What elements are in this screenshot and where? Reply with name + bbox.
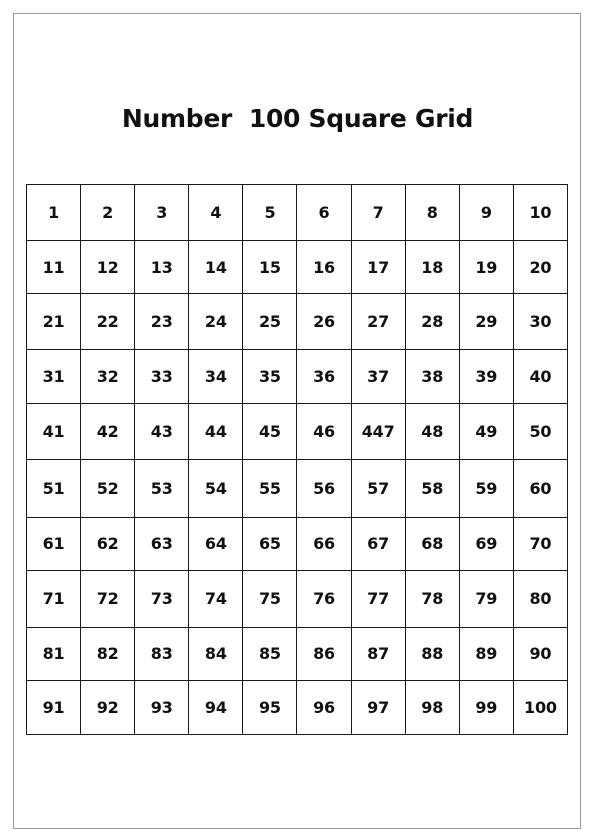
grid-cell: 98 bbox=[405, 680, 459, 734]
grid-cell: 44 bbox=[189, 404, 243, 460]
grid-cell: 17 bbox=[351, 241, 405, 294]
grid-row bbox=[27, 570, 568, 627]
grid-cell: 56 bbox=[297, 460, 351, 517]
grid-cell: 46 bbox=[297, 404, 351, 460]
grid-cell: 24 bbox=[189, 294, 243, 350]
grid-cell: 30 bbox=[513, 294, 567, 350]
grid-cell: 41 bbox=[27, 404, 81, 460]
grid-row bbox=[27, 627, 568, 680]
grid-cell: 4 bbox=[189, 185, 243, 241]
grid-cell: 83 bbox=[135, 627, 189, 680]
grid-cell: 100 bbox=[513, 680, 567, 734]
grid-cell: 7 bbox=[351, 185, 405, 241]
grid-cell: 55 bbox=[243, 460, 297, 517]
grid-cell: 20 bbox=[513, 241, 567, 294]
grid-cell: 33 bbox=[135, 350, 189, 404]
grid-row bbox=[27, 404, 568, 460]
grid-cell: 447 bbox=[351, 404, 405, 460]
grid-cell: 13 bbox=[135, 241, 189, 294]
grid-cell: 82 bbox=[81, 627, 135, 680]
grid-row bbox=[27, 680, 568, 734]
grid-cell: 84 bbox=[189, 627, 243, 680]
grid-cell: 49 bbox=[459, 404, 513, 460]
grid-cell: 92 bbox=[81, 680, 135, 734]
grid-cell: 15 bbox=[243, 241, 297, 294]
grid-cell: 43 bbox=[135, 404, 189, 460]
grid-cell: 78 bbox=[405, 570, 459, 627]
number-grid-body bbox=[27, 185, 568, 735]
grid-cell: 90 bbox=[513, 627, 567, 680]
grid-cell: 2 bbox=[81, 185, 135, 241]
number-grid bbox=[26, 184, 568, 735]
grid-cell: 1 bbox=[27, 185, 81, 241]
grid-cell: 96 bbox=[297, 680, 351, 734]
grid-cell: 91 bbox=[27, 680, 81, 734]
grid-cell: 72 bbox=[81, 570, 135, 627]
grid-cell: 3 bbox=[135, 185, 189, 241]
grid-cell: 26 bbox=[297, 294, 351, 350]
grid-row bbox=[27, 294, 568, 350]
grid-cell: 48 bbox=[405, 404, 459, 460]
grid-cell: 34 bbox=[189, 350, 243, 404]
grid-cell: 8 bbox=[405, 185, 459, 241]
grid-cell: 93 bbox=[135, 680, 189, 734]
grid-cell: 73 bbox=[135, 570, 189, 627]
grid-cell: 52 bbox=[81, 460, 135, 517]
grid-cell: 53 bbox=[135, 460, 189, 517]
grid-cell: 16 bbox=[297, 241, 351, 294]
grid-cell: 87 bbox=[351, 627, 405, 680]
grid-row bbox=[27, 517, 568, 570]
grid-cell: 29 bbox=[459, 294, 513, 350]
grid-cell: 62 bbox=[81, 517, 135, 570]
grid-cell: 31 bbox=[27, 350, 81, 404]
grid-cell: 38 bbox=[405, 350, 459, 404]
grid-cell: 25 bbox=[243, 294, 297, 350]
grid-cell: 65 bbox=[243, 517, 297, 570]
grid-cell: 6 bbox=[297, 185, 351, 241]
grid-cell: 12 bbox=[81, 241, 135, 294]
grid-cell: 36 bbox=[297, 350, 351, 404]
grid-cell: 37 bbox=[351, 350, 405, 404]
grid-cell: 99 bbox=[459, 680, 513, 734]
grid-cell: 67 bbox=[351, 517, 405, 570]
grid-cell: 5 bbox=[243, 185, 297, 241]
grid-cell: 42 bbox=[81, 404, 135, 460]
grid-cell: 68 bbox=[405, 517, 459, 570]
grid-cell: 66 bbox=[297, 517, 351, 570]
grid-cell: 18 bbox=[405, 241, 459, 294]
grid-cell: 94 bbox=[189, 680, 243, 734]
grid-cell: 77 bbox=[351, 570, 405, 627]
grid-cell: 95 bbox=[243, 680, 297, 734]
grid-cell: 54 bbox=[189, 460, 243, 517]
grid-row bbox=[27, 350, 568, 404]
grid-cell: 75 bbox=[243, 570, 297, 627]
grid-cell: 86 bbox=[297, 627, 351, 680]
grid-cell: 28 bbox=[405, 294, 459, 350]
grid-cell: 60 bbox=[513, 460, 567, 517]
grid-cell: 74 bbox=[189, 570, 243, 627]
grid-cell: 19 bbox=[459, 241, 513, 294]
grid-row bbox=[27, 185, 568, 241]
grid-cell: 88 bbox=[405, 627, 459, 680]
grid-cell: 9 bbox=[459, 185, 513, 241]
grid-cell: 80 bbox=[513, 570, 567, 627]
grid-cell: 71 bbox=[27, 570, 81, 627]
grid-cell: 69 bbox=[459, 517, 513, 570]
grid-cell: 22 bbox=[81, 294, 135, 350]
grid-cell: 61 bbox=[27, 517, 81, 570]
page-title: Number 100 Square Grid bbox=[121, 104, 474, 133]
grid-cell: 59 bbox=[459, 460, 513, 517]
grid-cell: 85 bbox=[243, 627, 297, 680]
grid-cell: 27 bbox=[351, 294, 405, 350]
grid-cell: 76 bbox=[297, 570, 351, 627]
grid-cell: 21 bbox=[27, 294, 81, 350]
grid-row bbox=[27, 460, 568, 517]
grid-cell: 79 bbox=[459, 570, 513, 627]
grid-cell: 14 bbox=[189, 241, 243, 294]
grid-row bbox=[27, 241, 568, 294]
grid-cell: 63 bbox=[135, 517, 189, 570]
grid-cell: 89 bbox=[459, 627, 513, 680]
grid-cell: 51 bbox=[27, 460, 81, 517]
grid-cell: 45 bbox=[243, 404, 297, 460]
grid-cell: 35 bbox=[243, 350, 297, 404]
grid-cell: 39 bbox=[459, 350, 513, 404]
grid-cell: 58 bbox=[405, 460, 459, 517]
grid-cell: 50 bbox=[513, 404, 567, 460]
grid-cell: 70 bbox=[513, 517, 567, 570]
grid-cell: 57 bbox=[351, 460, 405, 517]
grid-cell: 23 bbox=[135, 294, 189, 350]
grid-cell: 10 bbox=[513, 185, 567, 241]
grid-cell: 97 bbox=[351, 680, 405, 734]
grid-cell: 64 bbox=[189, 517, 243, 570]
grid-cell: 11 bbox=[27, 241, 81, 294]
grid-cell: 81 bbox=[27, 627, 81, 680]
grid-cell: 32 bbox=[81, 350, 135, 404]
grid-cell: 40 bbox=[513, 350, 567, 404]
